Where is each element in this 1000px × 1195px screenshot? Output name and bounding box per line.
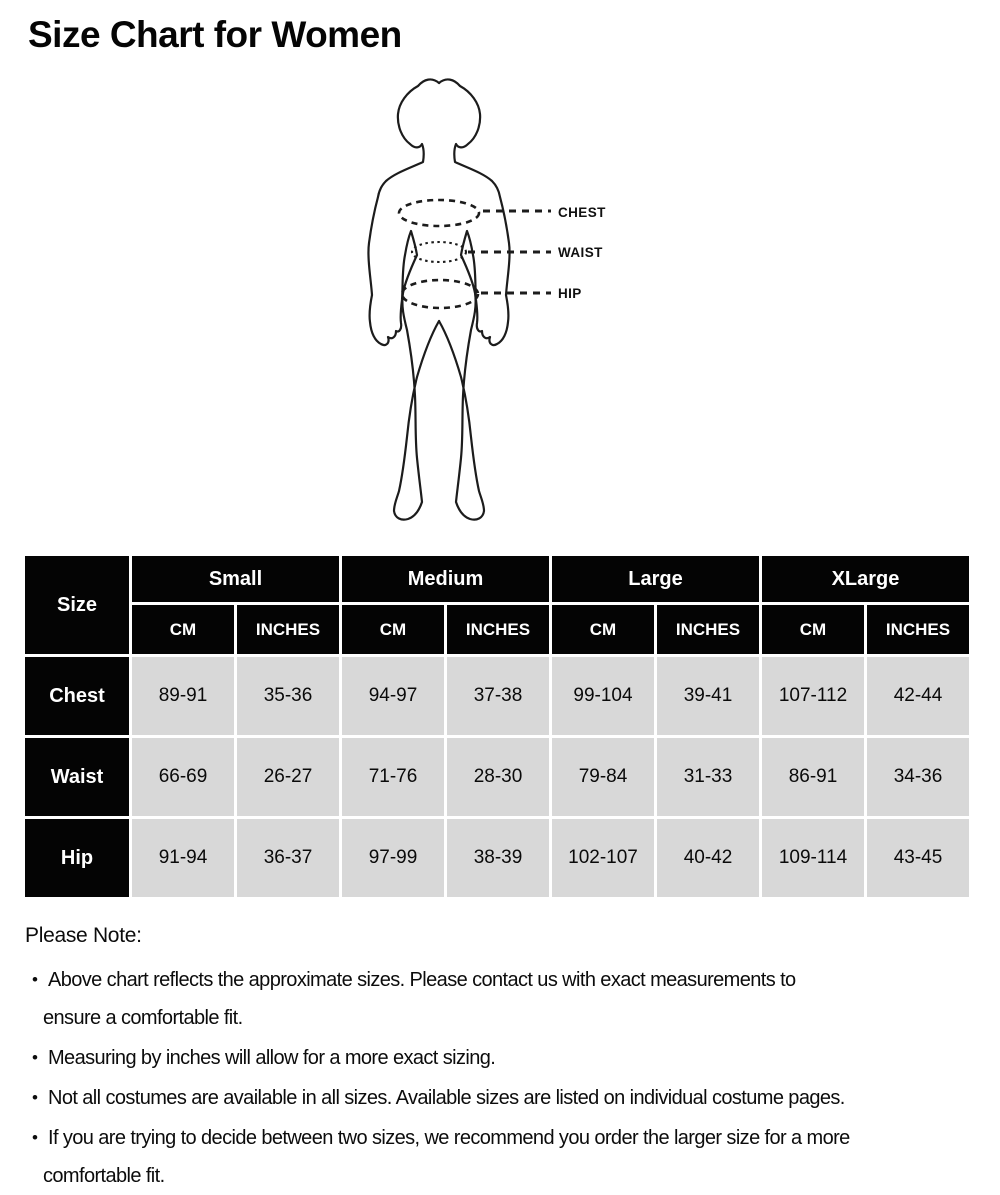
- note-item: [25, 961, 995, 1037]
- chest-label: CHEST: [558, 205, 606, 220]
- table-header-row-groups: [25, 556, 969, 602]
- table-row-chest: [25, 657, 969, 735]
- value-cell: 26-27: [237, 738, 339, 816]
- value-cell: 91-94: [132, 819, 234, 897]
- row-header-chest: Chest: [25, 657, 129, 735]
- note-text: Not all costumes are available in all sizes. Available sizes are listed on individual costume pages.: [48, 1087, 845, 1109]
- value-cell: 79-84: [552, 738, 654, 816]
- group-header-small: Small: [132, 556, 339, 602]
- value-cell: 35-36: [237, 657, 339, 735]
- hip-label: HIP: [558, 286, 582, 301]
- value-cell: 36-37: [237, 819, 339, 897]
- unit-header-inches: INCHES: [447, 605, 549, 654]
- unit-header-inches: INCHES: [867, 605, 969, 654]
- value-cell: 71-76: [342, 738, 444, 816]
- value-cell: 66-69: [132, 738, 234, 816]
- value-cell: 34-36: [867, 738, 969, 816]
- value-cell: 99-104: [552, 657, 654, 735]
- unit-header-cm: CM: [132, 605, 234, 654]
- value-cell: 102-107: [552, 819, 654, 897]
- value-cell: 86-91: [762, 738, 864, 816]
- table-row-waist: [25, 738, 969, 816]
- group-header-large: Large: [552, 556, 759, 602]
- group-header-xlarge: XLarge: [762, 556, 969, 602]
- note-text: If you are trying to decide between two sizes, we recommend you order the larger size for a more: [48, 1127, 850, 1149]
- note-item: [25, 1039, 995, 1077]
- table-row-hip: [25, 819, 969, 897]
- note-item: [25, 1079, 995, 1117]
- unit-header-cm: CM: [762, 605, 864, 654]
- value-cell: 37-38: [447, 657, 549, 735]
- value-cell: 97-99: [342, 819, 444, 897]
- note-text: ensure a comfortable fit.: [43, 1007, 243, 1029]
- bullet-icon: •: [32, 1088, 38, 1107]
- row-header-hip: Hip: [25, 819, 129, 897]
- note-text: comfortable fit.: [43, 1165, 165, 1187]
- waist-label: WAIST: [558, 245, 603, 260]
- unit-header-inches: INCHES: [657, 605, 759, 654]
- unit-header-cm: CM: [342, 605, 444, 654]
- note-text: Measuring by inches will allow for a more exact sizing.: [48, 1047, 496, 1069]
- value-cell: 94-97: [342, 657, 444, 735]
- body-measurement-diagram: [0, 0, 1000, 545]
- unit-header-inches: INCHES: [237, 605, 339, 654]
- value-cell: 107-112: [762, 657, 864, 735]
- note-item: [25, 1119, 995, 1195]
- value-cell: 42-44: [867, 657, 969, 735]
- row-header-waist: Waist: [25, 738, 129, 816]
- bullet-icon: •: [32, 1048, 38, 1067]
- page-title: Size Chart for Women: [28, 14, 402, 55]
- value-cell: 43-45: [867, 819, 969, 897]
- bullet-icon: •: [32, 970, 38, 989]
- size-header-cell: Size: [25, 556, 129, 654]
- value-cell: 40-42: [657, 819, 759, 897]
- value-cell: 31-33: [657, 738, 759, 816]
- value-cell: 38-39: [447, 819, 549, 897]
- table-header-row-units: [25, 605, 969, 654]
- bullet-icon: •: [32, 1128, 38, 1147]
- notes-section: [25, 924, 995, 1195]
- body-outline-right: [439, 79, 510, 519]
- size-chart-table: [22, 553, 972, 900]
- value-cell: 89-91: [132, 657, 234, 735]
- group-header-medium: Medium: [342, 556, 549, 602]
- value-cell: 28-30: [447, 738, 549, 816]
- notes-heading: Please Note:: [25, 924, 142, 947]
- value-cell: 39-41: [657, 657, 759, 735]
- value-cell: 109-114: [762, 819, 864, 897]
- note-text: Above chart reflects the approximate sizes. Please contact us with exact measurements to: [48, 969, 796, 991]
- unit-header-cm: CM: [552, 605, 654, 654]
